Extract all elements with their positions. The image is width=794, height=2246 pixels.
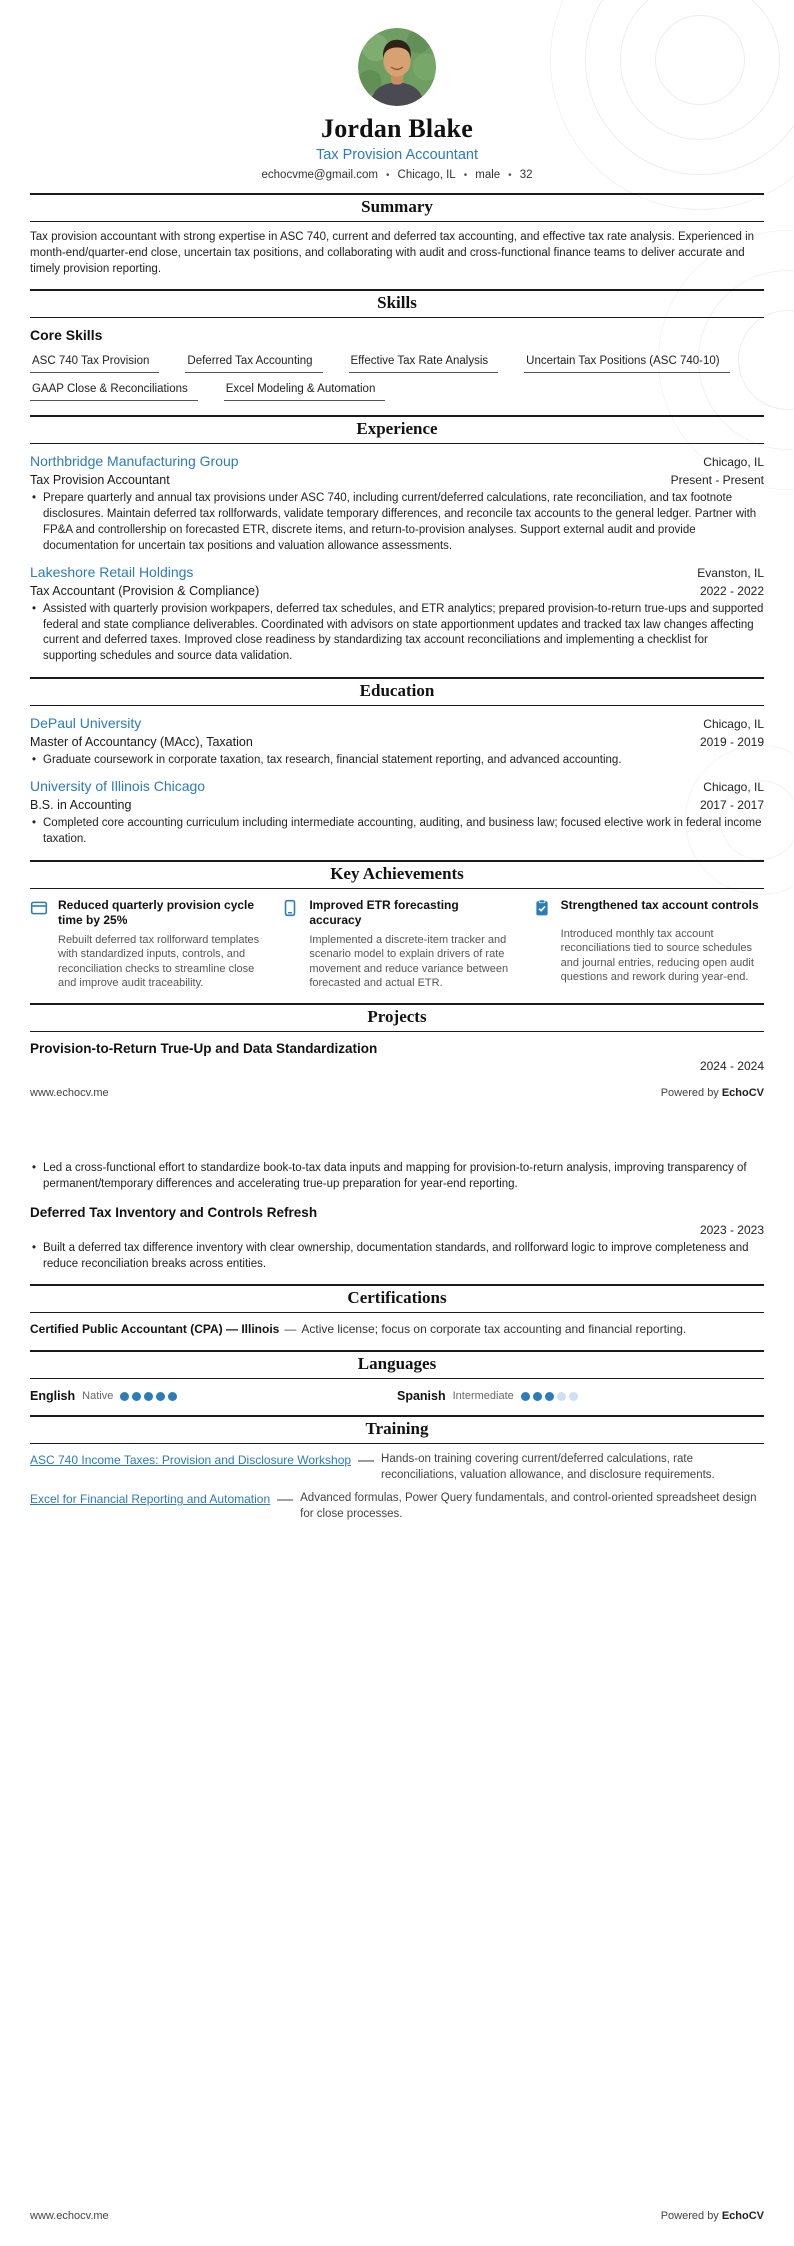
school-link[interactable]: DePaul University [30, 715, 142, 732]
clipboard-icon [533, 899, 551, 917]
role-title: Tax Accountant (Provision & Compliance) [30, 583, 260, 598]
entry-degree-row [30, 733, 764, 749]
skills-heading: Skills [30, 289, 764, 318]
project-title: Deferred Tax Inventory and Controls Refresh [30, 1204, 318, 1220]
language-level: Native [82, 1390, 114, 1403]
language-name: English [30, 1389, 76, 1404]
degree-title: B.S. in Accounting [30, 798, 132, 813]
achievement-title: Strengthened tax account controls [560, 897, 759, 912]
experience-entry [30, 564, 764, 665]
skill-tag: Uncertain Tax Positions (ASC 740-10) [524, 351, 729, 373]
card-icon [30, 899, 48, 917]
section-projects [30, 1003, 764, 1073]
contact-location: • Chicago, IL [378, 169, 456, 181]
school-location: Chicago, IL [703, 780, 764, 795]
candidate-title: Tax Provision Accountant [315, 147, 478, 163]
education-bullet: • Graduate coursework in corporate taxation, tax research, financial statement reporting, and advanced accounting. [30, 753, 764, 769]
achievement-description: Introduced monthly tax account reconciliations tied to source schedules and journal entries, reducing open audit questions and rework during year-end. [560, 927, 754, 984]
achievement-description: Implemented a discrete-item tracker and scenario model to explain drivers of rate movement and reduce variance between forecasted and actual ETR. [309, 933, 509, 990]
proficiency-dot [569, 1392, 578, 1401]
project-bullet: • Led a cross-functional effort to standardize book-to-tax data inputs and mapping for provision-to-return analysis, improving transparency of permanent/temporary differences and accelerating true-up preparation for year-end reporting. [30, 1161, 764, 1193]
experience-bullet: • Prepare quarterly and annual tax provisions under ASC 740, including current/deferred calculations, rate reconciliation, and tax footnote disclosures. Maintain deferred tax rollforwards, validate temporary differences, and reconcile tax accounts to the general ledger. Partner with FP&A and controllership on forecasted ETR, discrete items, and return-to-provision analyses. Support external audit and provide documentation for uncertain tax positions and valuation allowance assessments. [30, 491, 764, 554]
section-education [30, 677, 764, 848]
achievement-item [30, 898, 261, 991]
achievement-title: Reduced quarterly provision cycle time by 25% [58, 897, 255, 928]
entry-header-row [30, 778, 764, 794]
company-location: Evanston, IL [697, 565, 764, 580]
footer-site-link[interactable]: www.echocv.me [30, 1087, 109, 1099]
training-entry [30, 1452, 764, 1483]
skill-tag: Effective Tax Rate Analysis [349, 351, 499, 373]
company-link[interactable]: Northbridge Manufacturing Group [30, 453, 239, 470]
education-bullet: • Completed core accounting curriculum including intermediate accounting, auditing, and business law; focused elective work in federal income taxation. [30, 816, 764, 848]
skills-group-title: Core Skills [30, 327, 103, 344]
candidate-name: Jordan Blake [321, 114, 473, 143]
footer-powered-prefix: Powered by [660, 1087, 719, 1099]
projects-heading: Projects [30, 1003, 764, 1032]
achievements-grid [30, 898, 764, 991]
language-name: Spanish [397, 1389, 446, 1404]
achievements-heading: Key Achievements [30, 860, 764, 889]
experience-heading: Experience [30, 415, 764, 444]
proficiency-dot [168, 1392, 177, 1401]
separator-dash: — [284, 1322, 297, 1337]
achievement-description: Rebuilt deferred tax rollforward templates with standardized inputs, controls, and reconciliation checks to streamline close and improve audit traceability. [58, 933, 260, 990]
footer-powered-by[interactable] [661, 1087, 764, 1099]
skill-tag: Excel Modeling & Automation [224, 379, 386, 401]
date-range: 2023 - 2023 [699, 1222, 764, 1237]
section-skills [30, 289, 764, 403]
page-2 [0, 1123, 794, 2246]
language-level: Intermediate [452, 1390, 514, 1403]
proficiency-dot [144, 1392, 153, 1401]
summary-heading: Summary [30, 193, 764, 222]
skill-tag: Deferred Tax Accounting [185, 351, 322, 373]
education-entry [30, 778, 764, 848]
entry-header-row [30, 564, 764, 580]
section-summary [30, 193, 764, 277]
certifications-heading: Certifications [30, 1284, 764, 1313]
training-heading: Training [30, 1415, 764, 1444]
contact-line [30, 169, 764, 181]
company-link[interactable]: Lakeshore Retail Holdings [30, 563, 194, 580]
profile-photo-illustration [358, 28, 436, 106]
contact-gender: • male [456, 169, 500, 181]
project-bullet: • Built a deferred tax difference inventory with clear ownership, documentation standards, and rollforward logic to improve completeness and reduce reconciliation breaks across entities. [30, 1241, 764, 1273]
date-range: 2017 - 2017 [699, 798, 764, 813]
proficiency-dot [156, 1392, 165, 1401]
proficiency-dot [120, 1392, 129, 1401]
training-link[interactable]: Excel for Financial Reporting and Automation [30, 1492, 271, 1507]
date-range: 2019 - 2019 [699, 735, 764, 750]
certification-description: Active license; focus on corporate tax accounting and financial reporting. [301, 1322, 687, 1337]
summary-text: Tax provision accountant with strong expertise in ASC 740, current and deferred tax accounting, and effective tax rate analysis. Experienced in month-end/quarter-end close, uncertain tax positions, and collaborating with audit and cross-functional finance teams to deliver accurate and timely provision reporting. [30, 231, 755, 276]
education-entry [30, 715, 764, 769]
date-range: 2024 - 2024 [699, 1058, 764, 1073]
separator-dash: — [277, 1491, 294, 1509]
proficiency-dot [521, 1392, 530, 1401]
skill-tag: ASC 740 Tax Provision [30, 351, 159, 373]
languages-heading: Languages [30, 1350, 764, 1379]
footer-powered-prefix: Powered by [660, 2210, 719, 2222]
project-title: Provision-to-Return True-Up and Data Standardization [30, 1040, 378, 1056]
proficiency-dot [545, 1392, 554, 1401]
entry-degree-row [30, 796, 764, 812]
proficiency-dot [557, 1392, 566, 1401]
school-link[interactable]: University of Illinois Chicago [30, 778, 206, 795]
footer-brand: EchoCV [721, 2210, 764, 2222]
section-key-achievements [30, 860, 764, 991]
company-location: Chicago, IL [703, 455, 764, 470]
proficiency-dot [533, 1392, 542, 1401]
page-footer [30, 1087, 764, 1099]
date-range: Present - Present [670, 473, 764, 488]
languages-row [30, 1389, 764, 1403]
skill-tag: GAAP Close & Reconciliations [30, 379, 198, 401]
footer-brand: EchoCV [721, 1087, 764, 1099]
training-link[interactable]: ASC 740 Income Taxes: Provision and Disclosure Workshop [30, 1453, 352, 1468]
section-training [30, 1415, 764, 1522]
entry-header-row [30, 453, 764, 469]
training-entry [30, 1491, 764, 1522]
section-experience [30, 415, 764, 665]
training-description: Advanced formulas, Power Query fundamentals, and control-oriented spreadsheet design for close processes. [300, 1492, 757, 1520]
phone-icon [281, 899, 299, 917]
language-item [397, 1389, 764, 1403]
role-title: Tax Provision Accountant [30, 473, 170, 488]
school-location: Chicago, IL [703, 717, 764, 732]
footer-site-link[interactable]: www.echocv.me [30, 2210, 109, 2222]
profile-photo [358, 28, 436, 106]
education-heading: Education [30, 677, 764, 706]
achievement-item [281, 898, 512, 991]
project-entry [30, 1205, 764, 1273]
experience-bullet: • Assisted with quarterly provision workpapers, deferred tax schedules, and ETR analytics; prepared provision-to-return true-ups and supported federal and state compliance deliverables. Coordinated with advisors on state apportionment updates and tracked tax law changes affecting current and deferred taxes. Improved close readiness by standardizing tax account reconciliations and implementing a checklist for supporting schedules and source data validation. [30, 602, 764, 665]
degree-title: Master of Accountancy (MAcc), Taxation [30, 735, 253, 750]
date-range: 2022 - 2022 [699, 583, 764, 598]
training-description: Hands-on training covering current/deferred calculations, rate reconciliations, valuation allowance, and disclosure requirements. [381, 1453, 715, 1481]
certification-entry [30, 1321, 764, 1338]
separator-dash: — [358, 1452, 375, 1470]
proficiency-dots [521, 1392, 578, 1401]
entry-role-row [30, 471, 764, 487]
achievement-item [533, 898, 764, 991]
achievement-title: Improved ETR forecasting accuracy [309, 897, 459, 928]
entry-header-row [30, 715, 764, 731]
project-entry [30, 1041, 764, 1073]
certification-name: Certified Public Accountant (CPA) — Illinois [30, 1322, 280, 1337]
entry-role-row [30, 582, 764, 598]
language-item [30, 1389, 397, 1403]
proficiency-dots [120, 1392, 177, 1401]
page-footer [30, 2210, 764, 2222]
contact-age: • 32 [500, 169, 532, 181]
section-languages [30, 1350, 764, 1403]
section-certifications [30, 1284, 764, 1338]
skills-tag-list [30, 347, 764, 403]
resume-header [30, 0, 764, 181]
proficiency-dot [132, 1392, 141, 1401]
section-projects-continued [30, 1161, 764, 1272]
footer-powered-by[interactable] [661, 2210, 764, 2222]
experience-entry [30, 453, 764, 554]
contact-email: echocvme@gmail.com [261, 169, 379, 181]
